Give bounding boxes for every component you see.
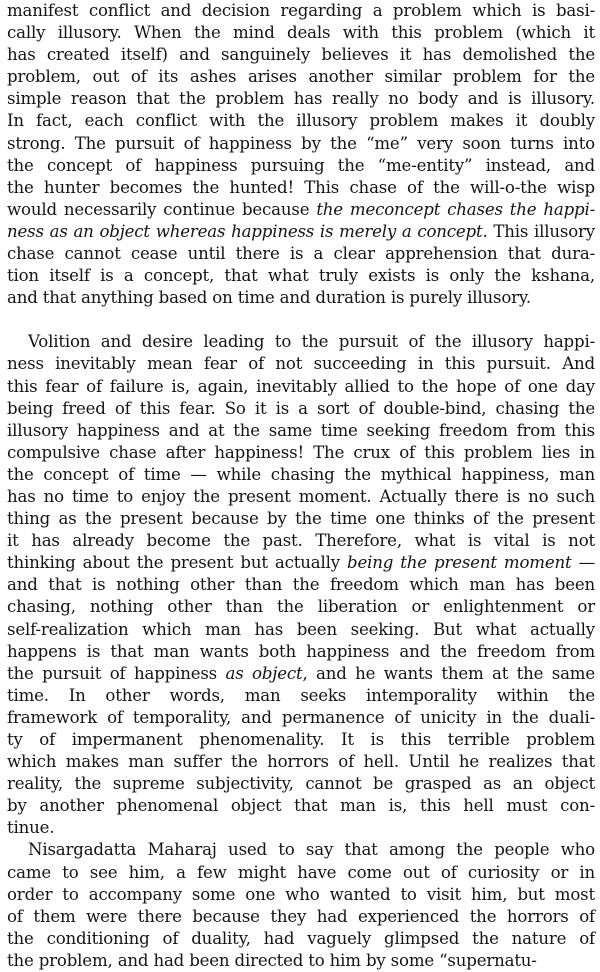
paragraph-2 xyxy=(7,331,595,839)
paragraph-1 xyxy=(7,0,595,309)
text-line: the problem, and had been directed to him by some “supernatu- xyxy=(7,950,537,970)
text-line: which makes man suffer the horrors of hell. Until he realizes that xyxy=(7,752,595,772)
book-page xyxy=(7,0,595,972)
text-line: order to accompany some one who wanted to visit him, but most xyxy=(7,884,595,904)
text-line: ty of impermanent phenomenality. It is this terrible problem xyxy=(7,730,595,749)
text-line xyxy=(7,221,595,243)
text-line: thing as the present because by the time one thinks of the present xyxy=(7,509,595,529)
text-line: simple reason that the problem has really no body and is illusory. xyxy=(7,89,595,109)
text-line: tion itself is a concept, that what truly exists is only the kshana, xyxy=(7,266,595,286)
text-line: has no time to enjoy the present moment. Actually there is no such xyxy=(7,486,595,506)
text-line: framework of temporality, and permanence of unicity in the duali- xyxy=(7,707,595,727)
text-line: cally illusory. When the mind deals with this problem (which it xyxy=(7,23,595,43)
text-line: being freed of this fear. So it is a sort of double-bind, chasing the xyxy=(7,398,595,418)
text-line xyxy=(7,663,595,685)
text-line: happens is that man wants both happiness and the freedom from xyxy=(7,641,595,661)
text-line: this fear of failure is, again, inevitably allied to the hope of one day xyxy=(7,376,595,396)
text-line: Volition and desire leading to the pursuit of the illusory happi- xyxy=(28,332,595,352)
text-line: by another phenomenal object that man is, this hell must con- xyxy=(7,796,595,816)
italic-run: as object xyxy=(225,663,303,683)
text-line: manifest conflict and decision regarding a problem which is basi- xyxy=(7,1,595,20)
text-line: the concept of time — while chasing the mythical happiness, man xyxy=(7,464,595,484)
text-line xyxy=(7,199,595,221)
text-line: reality, the supreme subjectivity, cannot be grasped as an object xyxy=(7,774,595,794)
text-run: , and he wants them at the same xyxy=(302,663,596,683)
paragraph-spacer xyxy=(7,309,595,331)
text-line: illusory happiness and at the same time seeking freedom from this xyxy=(7,420,595,440)
text-line: ness inevitably mean fear of not succeeding in this pursuit. And xyxy=(7,354,595,374)
text-line: came to see him, a few might have come out of curiosity or in xyxy=(7,862,595,882)
text-line: compulsive chase after happiness! The crux of this problem lies in xyxy=(7,442,595,462)
text-line: In fact, each conflict with the illusory problem makes it doubly xyxy=(7,111,595,131)
italic-run: the meconcept chases the happi- xyxy=(316,199,596,219)
text-line: problem, out of its ashes arises another similar problem for the xyxy=(7,67,595,87)
text-run: This illusory xyxy=(487,221,596,241)
italic-run: being the present moment xyxy=(347,553,572,573)
text-run: — xyxy=(571,553,595,573)
text-line: it has already become the past. Therefore, what is vital is not xyxy=(7,531,595,551)
text-line: of them were there because they had experienced the horrors of xyxy=(7,906,595,926)
text-line: chasing, nothing other than the liberation or enlightenment or xyxy=(7,597,595,617)
text-line: strong. The pursuit of happiness by the “me” very soon turns into xyxy=(7,133,595,153)
text-line: and that is nothing other than the freedom which man has been xyxy=(7,575,595,595)
text-run: the pursuit of happiness xyxy=(7,663,226,683)
text-run: would necessarily continue because xyxy=(7,199,317,219)
text-line: the hunter becomes the hunted! This chase of the will-o-the wisp xyxy=(7,177,595,197)
text-line xyxy=(7,552,595,574)
text-line: and that anything based on time and duration is purely illusory. xyxy=(7,288,532,308)
text-line: chase cannot cease until there is a clear apprehension that dura- xyxy=(7,244,595,264)
text-line: the conditioning of duality, had vaguely glimpsed the nature of xyxy=(7,928,595,948)
text-line: the concept of happiness pursuing the “me-entity” instead, and xyxy=(7,155,595,175)
text-line: tinue. xyxy=(7,818,55,838)
text-line: Nisargadatta Maharaj used to say that among the people who xyxy=(28,840,595,860)
text-line: self-realization which man has been seeking. But what actually xyxy=(7,619,595,639)
paragraph-3 xyxy=(7,839,595,972)
text-line: has created itself) and sanguinely believes it has demolished the xyxy=(7,45,595,65)
italic-run: ness as an object whereas happiness is merely a concept. xyxy=(7,221,488,241)
text-line: time. In other words, man seeks intemporality within the xyxy=(7,685,595,705)
text-run: thinking about the present but actually xyxy=(7,553,348,573)
